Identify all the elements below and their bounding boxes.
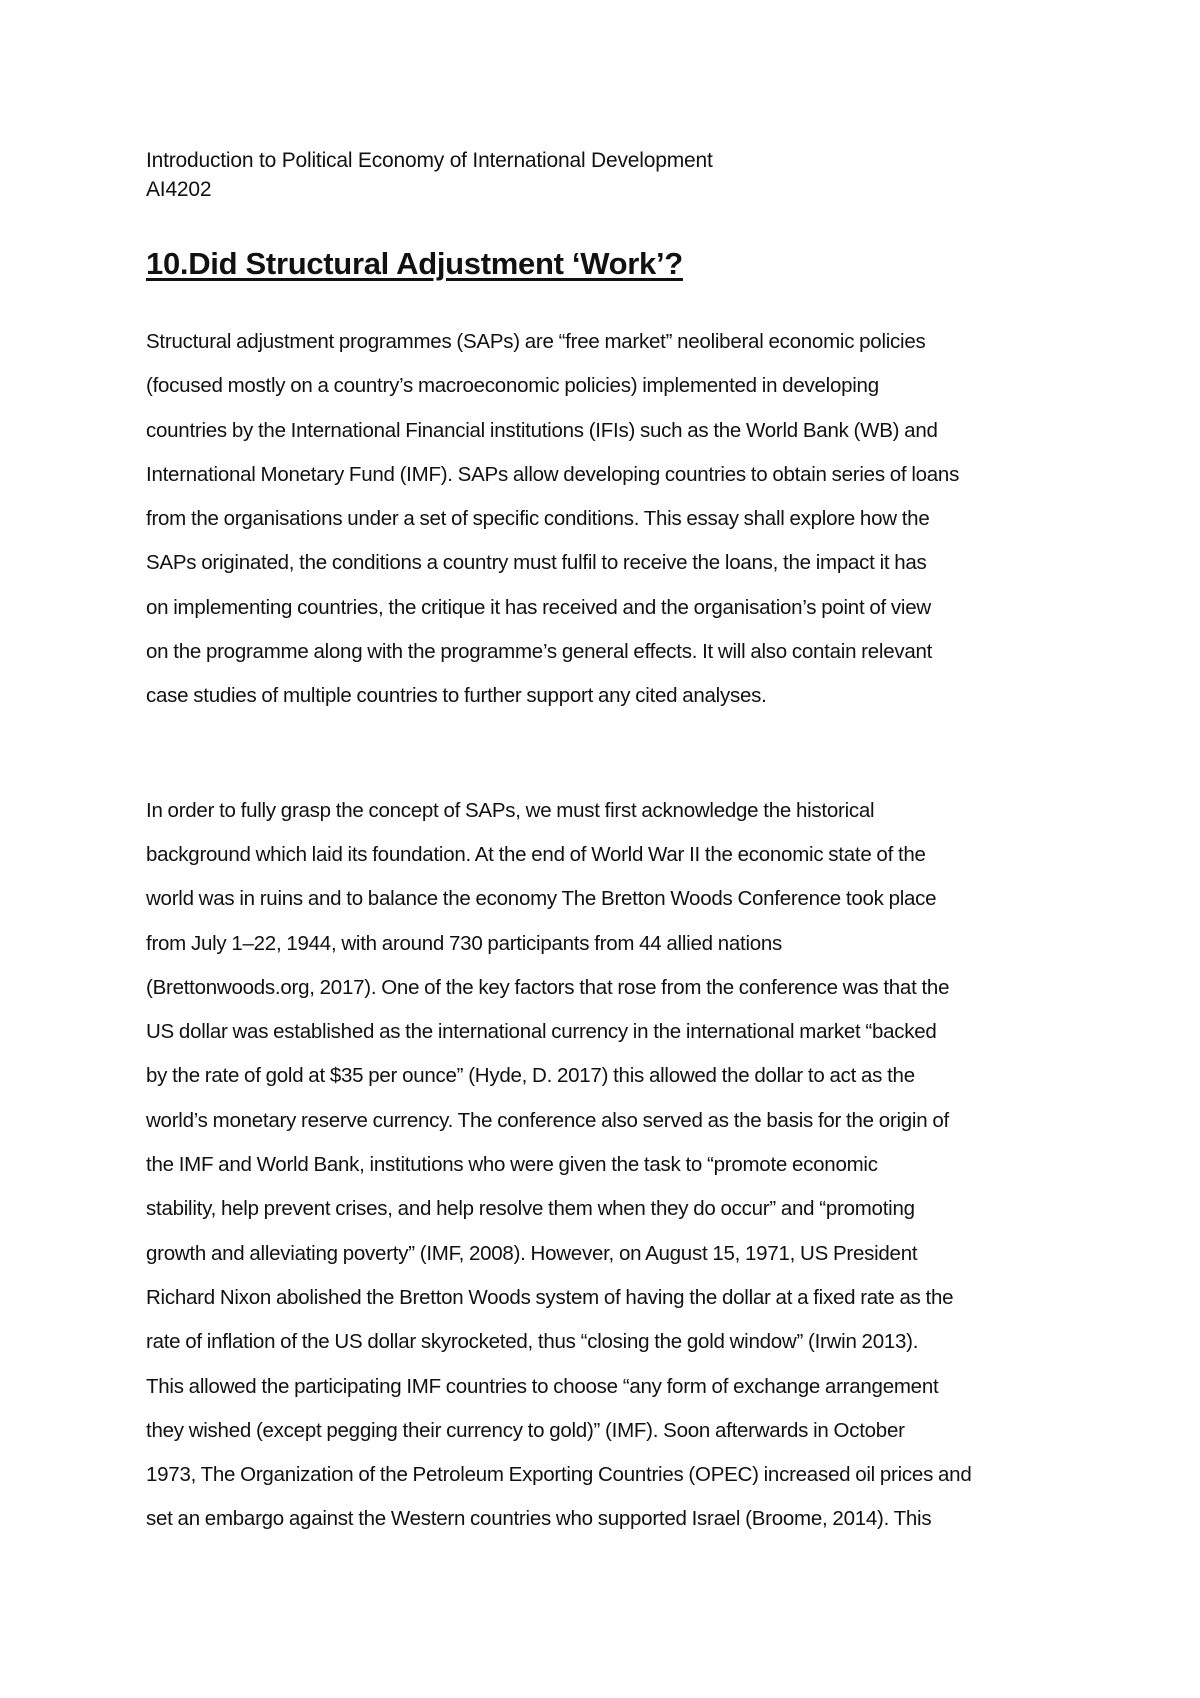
paragraph-line: 1973, The Organization of the Petroleum Exporting Countries (OPEC) increased oil prices and	[146, 1463, 972, 1487]
paragraph-line: Richard Nixon abolished the Bretton Woods system of having the dollar at a fixed rate as the	[146, 1285, 954, 1309]
paragraph-line: stability, help prevent crises, and help resolve them when they do occur” and “promoting	[146, 1197, 915, 1221]
paragraph-introduction	[146, 320, 1076, 719]
paragraph-line: rate of inflation of the US dollar skyrocketed, thus “closing the gold window” (Irwin 2013).	[146, 1330, 919, 1354]
paragraph-line: background which laid its foundation. At the end of World War II the economic state of the	[146, 842, 926, 866]
paragraph-line: on the programme along with the programme’s general effects. It will also contain relevant	[146, 640, 933, 664]
paragraph-line: on implementing countries, the critique it has received and the organisation’s point of view	[146, 595, 931, 619]
paragraph-line: Structural adjustment programmes (SAPs) are “free market” neoliberal economic policies	[146, 330, 926, 353]
paragraph-line: from July 1–22, 1944, with around 730 participants from 44 allied nations	[146, 931, 783, 955]
course-title: Introduction to Political Economy of International Development	[146, 149, 713, 172]
paragraph-line: (focused mostly on a country’s macroeconomic policies) implemented in developing	[146, 374, 879, 398]
paragraph-line: the IMF and World Bank, institutions who were given the task to “promote economic	[146, 1153, 878, 1177]
paragraph-line: growth and alleviating poverty” (IMF, 2008). However, on August 15, 1971, US President	[146, 1241, 918, 1265]
paragraph-line: SAPs originated, the conditions a country must fulfil to receive the loans, the impact it has	[146, 551, 927, 575]
paragraph-line: world was in ruins and to balance the economy The Bretton Woods Conference took place	[146, 887, 937, 911]
paragraph-line: US dollar was established as the international currency in the international market “backed	[146, 1020, 937, 1044]
paragraph-line: set an embargo against the Western countries who supported Israel (Broome, 2014). This	[146, 1507, 932, 1531]
paragraph-line: International Monetary Fund (IMF). SAPs allow developing countries to obtain series of loans	[146, 462, 960, 486]
paragraph-historical-background	[146, 789, 1076, 1542]
paragraph-line: from the organisations under a set of specific conditions. This essay shall explore how the	[146, 507, 930, 531]
document-page	[146, 146, 1076, 1542]
essay-title: 10.Did Structural Adjustment ‘Work’?	[146, 246, 683, 281]
paragraph-line: countries by the International Financial institutions (IFIs) such as the World Bank (WB) and	[146, 418, 938, 442]
paragraph-line: they wished (except pegging their currency to gold)” (IMF). Soon afterwards in October	[146, 1418, 905, 1442]
paragraph-line: world’s monetary reserve currency. The conference also served as the basis for the origin of	[146, 1108, 949, 1132]
course-code: AI4202	[146, 178, 212, 201]
paragraph-line: case studies of multiple countries to further support any cited analyses.	[146, 684, 767, 708]
paragraph-line: by the rate of gold at $35 per ounce” (Hyde, D. 2017) this allowed the dollar to act as the	[146, 1064, 915, 1088]
paragraph-line: This allowed the participating IMF countries to choose “any form of exchange arrangement	[146, 1374, 939, 1398]
paragraph-line: (Brettonwoods.org, 2017). One of the key factors that rose from the conference was that the	[146, 975, 950, 999]
paragraph-line: In order to fully grasp the concept of SAPs, we must first acknowledge the historical	[146, 798, 875, 822]
